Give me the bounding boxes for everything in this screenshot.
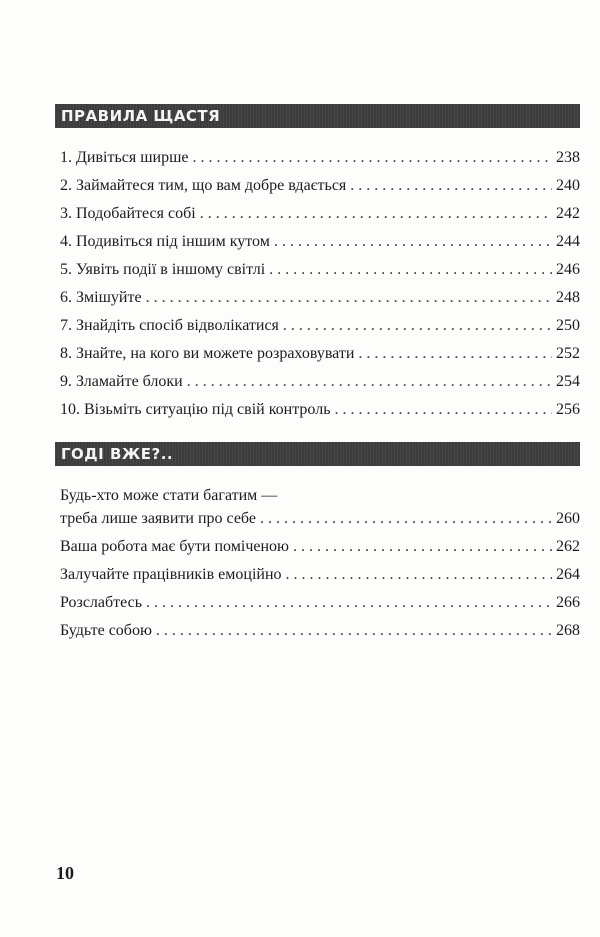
dot-leader	[146, 592, 552, 614]
dot-leader	[156, 620, 552, 642]
dot-leader	[193, 147, 552, 169]
dot-leader	[260, 508, 552, 530]
toc-entry-label-line1: Будь-хто може стати багатим —	[60, 487, 278, 504]
toc-entry-page: 268	[556, 622, 580, 639]
toc-entry-page: 238	[556, 149, 580, 166]
toc-entry-page: 244	[556, 233, 580, 250]
dot-leader	[274, 231, 552, 253]
dot-leader	[350, 175, 552, 197]
dot-leader	[283, 315, 552, 337]
toc-entry-label: 4. Подивіться під іншим кутом	[60, 233, 270, 250]
toc-entry-label: 7. Знайдіть спосіб відволікатися	[60, 317, 279, 334]
toc-entry-label: 6. Змішуйте	[60, 289, 142, 306]
toc-entry[interactable]	[60, 592, 580, 614]
page-number: 10	[56, 863, 74, 883]
section-header-happiness-rules: ПРАВИЛА ЩАСТЯ	[55, 104, 580, 128]
dot-leader	[286, 564, 552, 586]
toc-entry[interactable]	[60, 315, 580, 337]
dot-leader	[187, 371, 552, 393]
toc-entry-label: 5. Уявіть події в іншому світлі	[60, 261, 266, 278]
toc-entry[interactable]	[60, 564, 580, 586]
toc-entry-page: 264	[556, 566, 580, 583]
toc-entry[interactable]	[60, 343, 580, 365]
toc-entry-page: 254	[556, 373, 580, 390]
toc-entry-label: Будьте собою	[60, 622, 152, 639]
dot-leader	[200, 203, 552, 225]
toc-entry-page: 260	[556, 510, 580, 527]
toc-entry[interactable]	[60, 620, 580, 642]
toc-entry[interactable]	[60, 371, 580, 393]
toc-entry-label: треба лише заявити про себе	[60, 510, 256, 527]
dot-leader	[293, 536, 552, 558]
toc-entry[interactable]	[60, 287, 580, 309]
toc-entry[interactable]	[60, 508, 580, 530]
toc-entry-label: 8. Знайте, на кого ви можете розраховувати	[60, 345, 355, 362]
toc-entry[interactable]	[60, 231, 580, 253]
toc-entry-label: 1. Дивіться ширше	[60, 149, 189, 166]
toc-entry[interactable]	[60, 147, 580, 169]
toc-entry-label: 2. Займайтеся тим, що вам добре вдається	[60, 177, 347, 194]
dot-leader	[358, 343, 552, 365]
toc-entry-page: 252	[556, 345, 580, 362]
toc-entry-page: 266	[556, 594, 580, 611]
toc-entry-page: 262	[556, 538, 580, 555]
dot-leader	[334, 399, 552, 421]
toc-entry-page: 242	[556, 205, 580, 222]
toc-entry-label: 3. Подобайтеся собі	[60, 205, 196, 222]
toc-entry-label: 10. Візьміть ситуацію під свій контроль	[60, 401, 331, 418]
toc-entry-page: 256	[556, 401, 580, 418]
dot-leader	[146, 287, 552, 309]
section-header-enough-already: ГОДІ ВЖЕ?..	[55, 442, 580, 466]
toc-entry-page: 248	[556, 289, 580, 306]
toc-entry[interactable]	[60, 536, 580, 558]
toc-entry-page: 246	[556, 261, 580, 278]
toc-entry-label: Залучайте працівників емоційно	[60, 566, 282, 583]
toc-entry-page: 250	[556, 317, 580, 334]
toc-entry-label: 9. Зламайте блоки	[60, 373, 183, 390]
toc-entry-page: 240	[556, 177, 580, 194]
toc-entry-label: Ваша робота має бути поміченою	[60, 538, 289, 555]
toc-entry[interactable]	[60, 203, 580, 225]
toc-entry-label: Розслабтесь	[60, 594, 143, 611]
dot-leader	[269, 259, 552, 281]
toc-entry[interactable]	[60, 399, 580, 421]
toc-entry[interactable]	[60, 259, 580, 281]
toc-entry[interactable]	[60, 175, 580, 197]
